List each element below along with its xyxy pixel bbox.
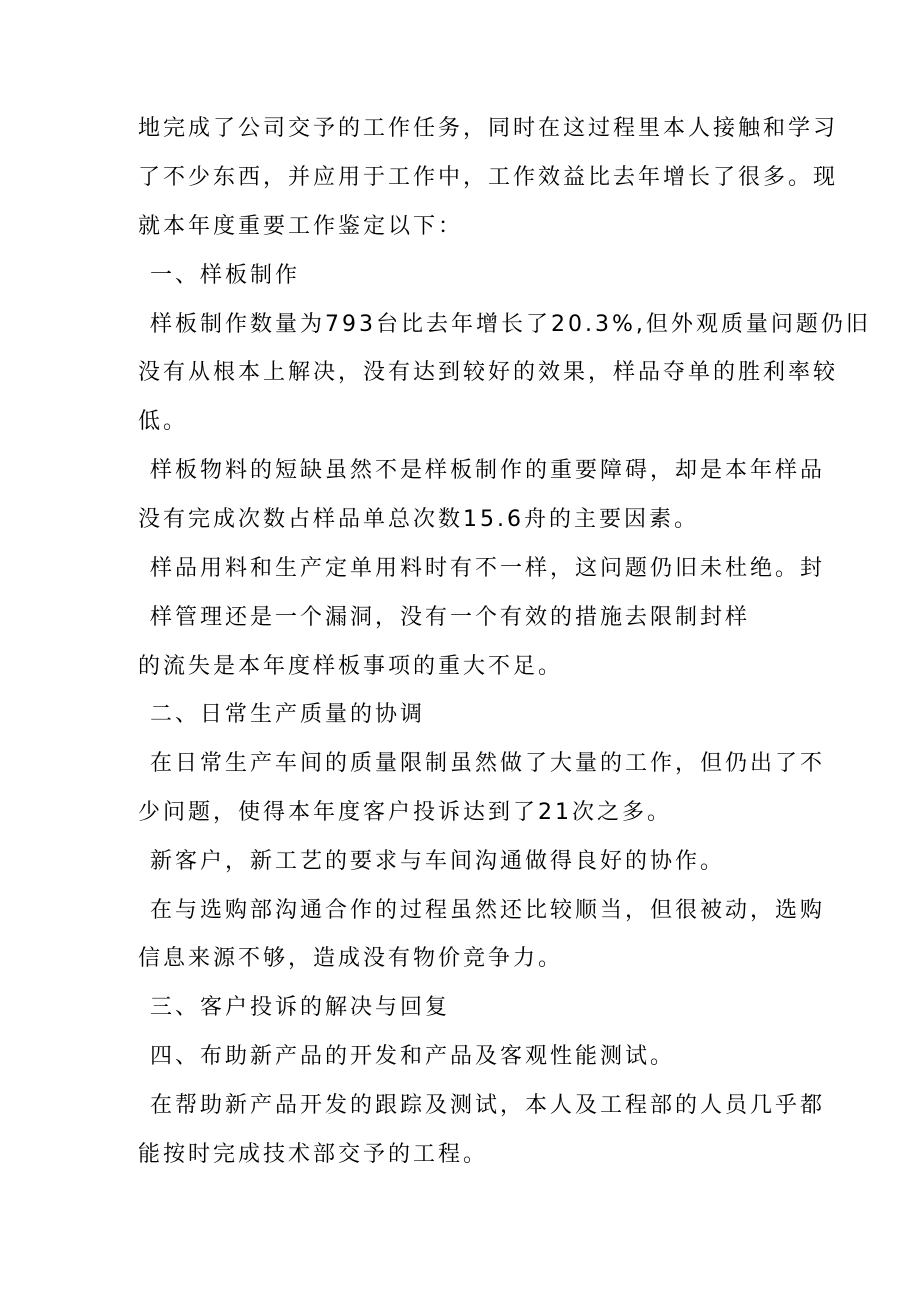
text-line: 信息来源不够，造成没有物价竞争力。 bbox=[138, 946, 564, 971]
text-line: 没有从根本上解决，没有达到较好的效果，样品夺单的胜利率较 bbox=[138, 360, 839, 385]
section-heading: 二、日常生产质量的协调 bbox=[150, 702, 426, 727]
text-line: 样管理还是一个漏洞，没有一个有效的措施去限制封样 bbox=[150, 605, 751, 630]
section-heading: 一、样板制作 bbox=[150, 263, 301, 288]
text-line: 没有完成次数占样品单总次数15.6舟的主要因素。 bbox=[138, 507, 699, 532]
text-line: 的流失是本年度样板事项的重大不足。 bbox=[138, 654, 564, 679]
text-line: 少问题，使得本年度客户投诉达到了21次之多。 bbox=[138, 800, 672, 825]
text-line: 样品用料和生产定单用料时有不一样，这问题仍旧未杜绝。封 bbox=[150, 556, 826, 581]
text-line: 了不少东西，并应用于工作中，工作效益比去年增长了很多。现 bbox=[138, 165, 839, 190]
text-line: 在日常生产车间的质量限制虽然做了大量的工作，但仍出了不 bbox=[150, 751, 826, 776]
section-heading: 三、客户投诉的解决与回复 bbox=[150, 995, 451, 1020]
text-line: 地完成了公司交予的工作任务，同时在这过程里本人接触和学习 bbox=[138, 116, 839, 141]
section-heading: 四、布助新产品的开发和产品及客观性能测试。 bbox=[150, 1044, 676, 1069]
text-line: 低。 bbox=[138, 409, 189, 434]
text-line: 能按时完成技术部交予的工程。 bbox=[138, 1142, 489, 1167]
text-line: 就本年度重要工作鉴定以下： bbox=[138, 214, 464, 239]
text-line: 样板物料的短缺虽然不是样板制作的重要障碍，却是本年样品 bbox=[150, 458, 826, 483]
text-line: 在与选购部沟通合作的过程虽然还比较顺当，但很被动，选购 bbox=[150, 898, 826, 923]
text-line: 样板制作数量为793台比去年增长了20.3%,但外观质量问题仍旧 bbox=[150, 312, 871, 337]
text-line: 在帮助新产品开发的跟踪及测试，本人及工程部的人员几乎都 bbox=[150, 1093, 826, 1118]
text-line: 新客户，新工艺的要求与车间沟通做得良好的协作。 bbox=[150, 849, 726, 874]
